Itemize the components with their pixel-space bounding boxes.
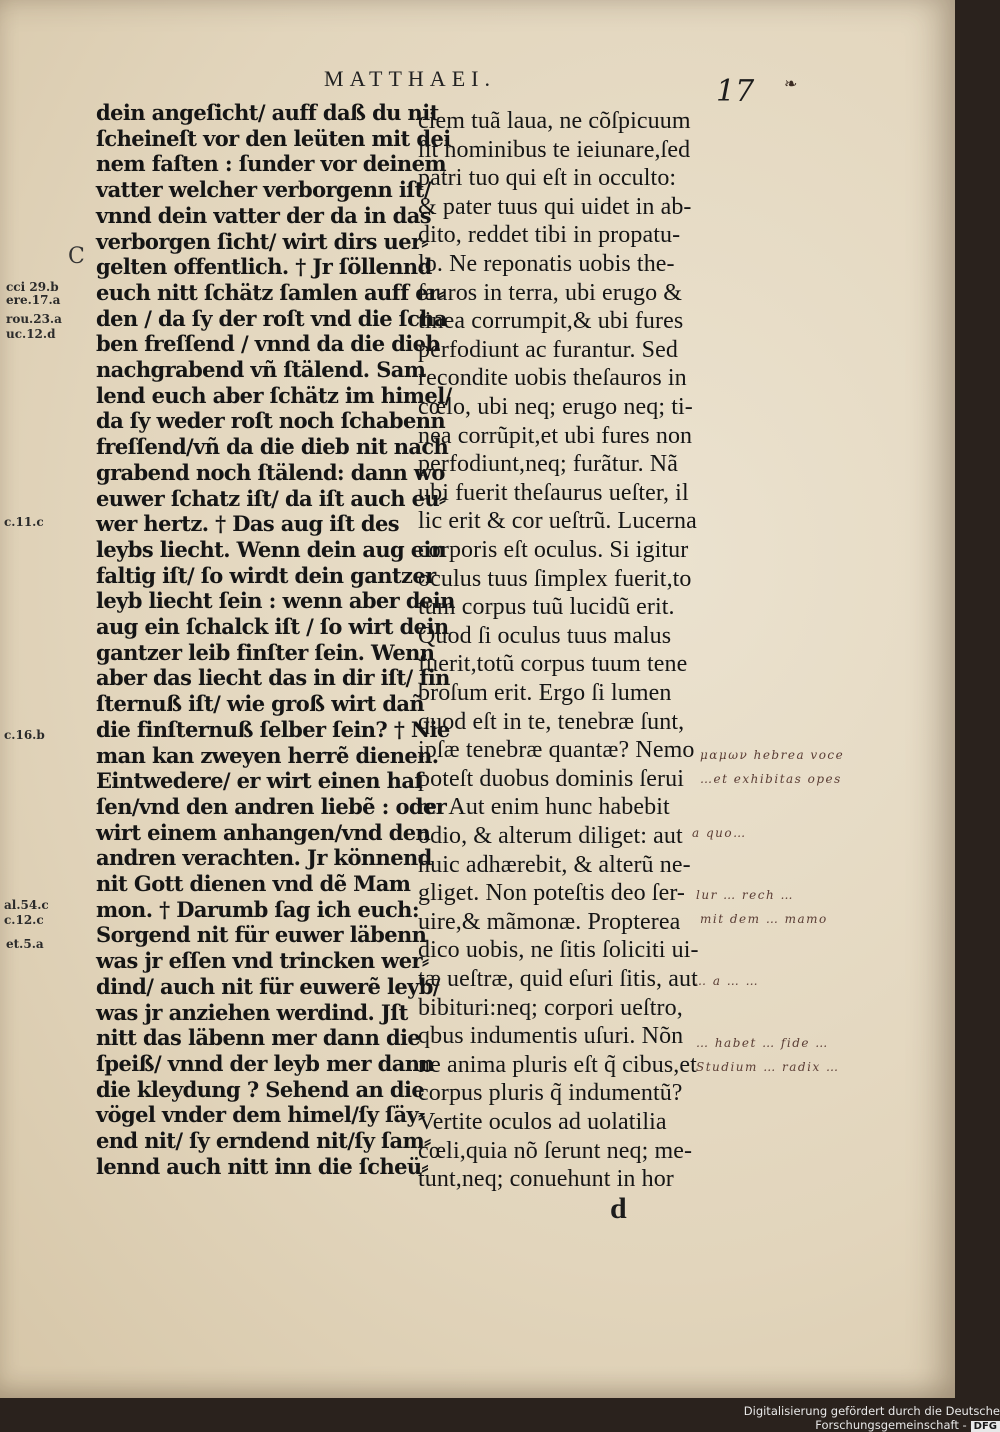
latin-line: tæ ueſtræ, quid eſuri ſitis, aut: [418, 966, 698, 992]
manuscript-note: lur … rech …: [696, 888, 795, 902]
manuscript-note: … a … …: [694, 974, 760, 988]
manuscript-note: a quo…: [692, 826, 747, 840]
german-line: die kleydung ? Sehend an die: [96, 1076, 425, 1102]
dfg-logo: DFG: [971, 1421, 1000, 1432]
german-line: nit Gott dienen vnd dẽ Mam: [96, 871, 411, 896]
margin-reference: uc.12.d: [6, 327, 56, 341]
latin-line: tum corpus tuũ lucidũ erit.: [418, 594, 675, 621]
latin-line: poteſt duobus dominis ſerui: [418, 765, 685, 792]
german-line: vögel vnder dem himel/ſy ſäy⸗: [96, 1102, 425, 1128]
german-line: faltig iſt/ ſo wirdt dein gantzer: [96, 562, 436, 588]
manuscript-note: Studium … radix …: [696, 1060, 840, 1074]
margin-reference: c.12.c: [4, 913, 44, 927]
german-line: lennd auch nitt inn die ſcheü⸗: [96, 1153, 428, 1179]
german-line: grabend noch ſtälend: dann wo: [96, 459, 445, 485]
german-line: vatter welcher verborgenn iſt/: [96, 177, 431, 203]
german-line: ſcheineſt vor den leüten mit dei: [96, 125, 451, 151]
latin-line: re: Aut enim hunc habebit: [418, 794, 670, 821]
margin-reference: c.11.c: [4, 515, 44, 529]
latin-line: ubi fuerit theſaurus ueſter, il: [418, 479, 689, 506]
german-line: was jr anziehen werdind. Jſt: [96, 999, 408, 1025]
german-line: nitt das läbenn mer dann die: [96, 1025, 421, 1051]
latin-line: dico uobis, ne ſitis ſoliciti ui-: [418, 937, 699, 964]
german-line: leybs liecht. Wenn dein aug ein: [96, 536, 446, 562]
german-line: wirt einem anhangen/vnd den: [96, 819, 431, 845]
latin-line: bibituri:neq; corpori ueſtro,: [418, 994, 683, 1021]
german-line: mon. † Darumb ſag ich euch:: [96, 896, 419, 922]
latin-line: lic erit & cor ueſtrũ. Lucerna: [418, 508, 697, 535]
german-line: man kan zweyen herrẽ dienen.: [96, 742, 439, 768]
section-letter: C: [68, 244, 85, 269]
german-line: ſen/vnd den andren liebẽ : oder: [96, 793, 447, 819]
latin-line: huic adhærebit, & alterũ ne-: [418, 851, 691, 878]
latin-line: qbus indumentis uſuri. Nõn: [418, 1023, 684, 1050]
latin-line: ne anima pluris eſt q̃ cibus,et: [418, 1051, 697, 1078]
latin-line: corporis eſt oculus. Si igitur: [418, 537, 689, 563]
latin-line: Vertite oculos ad uolatilia: [418, 1109, 667, 1135]
margin-reference: ere.17.a: [6, 293, 61, 307]
manuscript-note: mit dem … mamo: [700, 912, 828, 926]
latin-line: & pater tuus qui uidet in ab-: [418, 193, 692, 220]
latin-line: tunt,neq; conuehunt in hor: [418, 1166, 674, 1193]
latin-line: ſauros in terra, ubi erugo &: [418, 279, 683, 306]
signature-mark: d: [610, 1192, 627, 1225]
german-line: euwer ſchatz iſt/ da iſt auch eu⸗: [96, 485, 446, 511]
latin-line: fuerit,totũ corpus tuum tene: [418, 651, 688, 678]
latin-line: lo. Ne reponatis uobis the-: [418, 251, 675, 277]
latin-line: dito, reddet tibi in propatu-: [418, 222, 681, 249]
footer-text: Digitalisierung gefördert durch die Deutsche Forschungsgemeinschaft -: [743, 1404, 1000, 1432]
german-line: leyb liecht ſein : wenn aber dein: [96, 588, 455, 614]
running-head: MATTHAEI.: [324, 66, 496, 91]
latin-line: Quod ſi oculus tuus malus: [418, 622, 672, 649]
german-line: andren verachten. Jr könnend: [96, 845, 432, 871]
latin-line: ipſæ tenebræ quantæ? Nemo: [418, 737, 695, 764]
german-line: end nit/ ſy erndend nit/ſy ſam⸗: [96, 1128, 431, 1153]
footer-credit: [600, 1404, 1000, 1432]
latin-line: patri tuo qui eſt in occulto:: [418, 165, 677, 192]
latin-line: recondite uobis theſauros in: [418, 365, 687, 392]
margin-reference: cci 29.b: [6, 280, 59, 294]
latin-line: cœlo, ubi neq; erugo neq; ti-: [418, 394, 693, 420]
folio-mark: ❧: [784, 76, 798, 93]
latin-line: gliget. Non poteſtis deo ſer-: [418, 880, 686, 907]
latin-line: corpus pluris q̃ indumentũ?: [418, 1080, 683, 1107]
latin-line: ciem tuã laua, ne cõſpicuum: [418, 108, 691, 134]
german-line: wer hertz. † Das aug iſt des: [96, 511, 399, 537]
latin-line: oculus tuus ſimplex fuerit,to: [418, 565, 692, 592]
german-line: ſpeiß/ vnnd der leyb mer dann: [96, 1050, 435, 1076]
german-line: verborgen ſicht/ wirt dirs uer⸗: [96, 228, 428, 254]
german-line: aber das liecht das in dir iſt/ fin: [96, 665, 450, 691]
german-line: was jr eſſen vnd trincken wer⸗: [96, 948, 429, 974]
german-line: aug ein ſchalck iſt / ſo wirt dein: [96, 614, 449, 639]
manuscript-note: … habet … fide …: [696, 1036, 829, 1050]
latin-line: ſit hominibus te ieiunare,ſed: [418, 136, 691, 163]
german-line: lend euch aber ſchätz im himel/: [96, 382, 452, 408]
german-line: ſternuß iſt/ wie groß wirt dañ: [96, 691, 425, 717]
folio-number: 17: [716, 74, 755, 109]
german-line: vnnd dein vatter der da in das: [96, 202, 431, 228]
latin-line: perfodiunt ac furantur. Sed: [418, 336, 678, 363]
latin-line: nea corrũpit,et ubi fures non: [418, 422, 693, 449]
manuscript-note: μαμων hebrea voce: [700, 748, 845, 762]
german-line: da ſy weder roſt noch ſchabenn: [96, 408, 446, 434]
german-line: die finſternuß ſelber ſein? † Nie: [96, 716, 450, 742]
latin-line: broſum erit. Ergo ſi lumen: [418, 680, 672, 706]
german-line: dein angeſicht/ auff daß du nit: [96, 100, 439, 125]
margin-reference: et.5.a: [6, 937, 44, 951]
german-line: den / da ſy der roſt vnd die ſcha: [96, 305, 447, 331]
german-line: ben freſſend / vnnd da die dieb: [96, 331, 440, 357]
latin-line: tinea corrumpit,& ubi fures: [418, 308, 684, 335]
german-line: Eintwedere/ er wirt einen haſ: [96, 768, 423, 794]
german-line: nachgrabend vñ ſtälend. Sam: [96, 357, 426, 382]
german-line: euch nitt ſchätz ſamlen auff er⸗: [96, 279, 445, 305]
german-line: dind/ auch nit für euwerẽ leyb/: [96, 973, 440, 999]
german-line: nem faſten : ſunder vor deinem: [96, 151, 446, 177]
margin-reference: c.16.b: [4, 728, 45, 742]
margin-reference: al.54.c: [4, 898, 49, 912]
latin-line: uire,& mãmonæ. Propterea: [418, 908, 681, 935]
latin-line: odio, & alterum diliget: aut: [418, 823, 683, 849]
german-line: gelten offentlich. † Jr ſöllennd: [96, 254, 432, 280]
latin-line: quod eſt in te, tenebræ ſunt,: [418, 708, 685, 735]
margin-reference: rou.23.a: [6, 312, 62, 326]
german-line: Sorgend nit für euwer läbenn: [96, 922, 427, 948]
manuscript-note: …et exhibitas opes: [700, 772, 842, 786]
german-line: gantzer leib finſter ſein. Wenn: [96, 639, 435, 665]
latin-line: cœli,quia nõ ſerunt neq; me-: [418, 1137, 693, 1164]
german-line: freſſend/vñ da die dieb nit nach: [96, 434, 449, 460]
latin-line: perfodiunt,neq; furãtur. Nã: [418, 451, 678, 478]
